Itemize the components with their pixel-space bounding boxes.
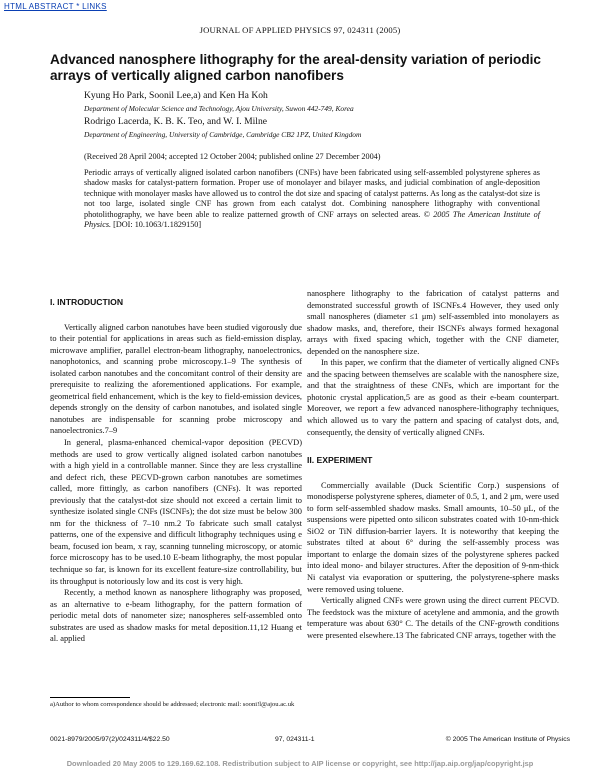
affiliation-1: Department of Molecular Science and Technology, Ajou University, Suwon 442-749, Korea — [84, 104, 354, 113]
section-2-heading: II. EXPERIMENT — [307, 455, 373, 466]
footer-copyright: © 2005 The American Institute of Physics — [445, 736, 570, 743]
right-paragraph-1: nanosphere lithography to the fabrication of catalyst patterns and demonstrated successful growth of ISCNFs.4 However, they used only small nanospheres (diameter ≤1 μm) self-assembled into monolayers as shadow masks, and, therefore, their ISCNFs always formed hexagonal arrays with fixed spacing which, together with the CNF diameter, depended on the nanosphere size. — [307, 289, 559, 356]
experiment-paragraph-1: Commercially available (Duck Scientific Corp.) suspensions of monodisperse polystyrene spheres, diameter of 0.5, 1, and 2 μm, were used to form self-assembled shadow masks. Small amounts, 10–50 μL, of the suspensions were pipetted onto silicon substrates coated with 10-nm-thick SiO2 or TiN diffusion-barrier layers. It is noteworthy that keeping the substrates tilted at about 6° during the self-assembly process was important to enlarge the domain sizes of the polystyrene spheres packed into ideal mono- and bilayer structures. After the deposition of 9-nm-thick Ni catalyst via evaporation or sputtering, the polystyrene-sphere masks were removed using toluene. — [307, 480, 559, 594]
html-abstract-links[interactable]: HTML ABSTRACT * LINKS — [4, 2, 107, 11]
affiliation-2: Department of Engineering, University of Cambridge, Cambridge CB2 1PZ, United Kingdom — [84, 130, 362, 139]
footer-issn: 0021-8979/2005/97(2)/024311/4/$22.50 — [50, 736, 170, 743]
authors-line-2: Rodrigo Lacerda, K. B. K. Teo, and W. I. Milne — [84, 116, 267, 127]
abstract — [84, 168, 540, 230]
intro-paragraph-1: Vertically aligned carbon nanotubes have been studied vigorously due to their potential for applications in areas such as field-emission display, microwave amplifier, parallel electron-beam lithography, nanoelectronics, nanophotonics, and scanning probe microscopy.1–9 The synthesis of isolated carbon nanotubes and the concomitant control of their density are prerequisite to realizing the aforementioned applications. For example, geometrical field enhancement, which is the key to field-emission devices, depends strongly on the density of carbon nanotubes, and isolated single nanotubes are indispensable for scanning probe microscopy and nanoelectronics.7–9 — [50, 322, 302, 436]
footnote: a)Author to whom correspondence should be addressed; electronic mail: sooni!l@ajou.ac.uk — [50, 701, 295, 708]
experiment-paragraph-2: Vertically aligned CNFs were grown using the direct current PECVD. The feedstock was the mixture of acetylene and ammonia, and the growth temperature was about 630° C. The details of the CNF-growth conditions were presented elsewhere.13 The fabricated CNF arrays, together with the — [307, 596, 559, 640]
doi[interactable]: [DOI: 10.1063/1.1829150] — [113, 220, 202, 230]
footnote-rule — [50, 697, 130, 698]
right-paragraph-2: In this paper, we confirm that the diameter of vertically aligned CNFs and the spacing between themselves are scalable with the nanosphere size, and that the straightness of these CNFs, which are important for the photonic crystal application,5 are as good as their e-beam counterpart. Moreover, we report a few advanced nanosphere-lithography techniques, which allowed us to vary the pattern and spacing of catalyst dots, and, consequently, the density of vertically aligned CNFs. — [307, 358, 559, 437]
footer-page-number: 97, 024311-1 — [275, 736, 315, 743]
section-1-heading: I. INTRODUCTION — [50, 297, 124, 307]
left-column — [50, 297, 302, 645]
journal-header: JOURNAL OF APPLIED PHYSICS 97, 024311 (2005) — [199, 25, 401, 35]
intro-paragraph-3: Recently, a method known as nanosphere lithography was proposed, as an alternative to e-beam lithography, for the pattern formation of periodic metal dots of nanometer size; nanospheres self-assembled onto substrates are used as shadow masks for metal deposition.11,12 Huang et al. applied — [50, 588, 302, 644]
authors-line-1: Kyung Ho Park, Soonil Lee,a) and Ken Ha Koh — [84, 90, 268, 101]
intro-paragraph-2: In general, plasma-enhanced chemical-vapor deposition (PECVD) methods are used to grow vertically aligned isolated carbon nanotubes with a high yield in a controllable manner. Since they are less crystalline and defect rich, these PECVD-grown carbon nanotubes are sometimes called, more fittingly, as carbon nanofibers (CNFs). It was reported previously that the catalyst-dot size should not exceed a certain limit to synthesize isolated single CNFs (ISCNFs); the dot size must be below 300 nm for the thickness of 7–10 nm.2 To fabricate such small catalyst patterns, one of the expensive and difficult lithography techniques using e beam, focused ion beam, x ray, scanning tunneling microscopy, or atomic force microscopy has to be used.10 E-beam lithography, the most popular technique so far, is known for its excellent feature-size controllability, but its throughput is notoriously low and its cost is very high. — [50, 438, 302, 586]
received-dates: (Received 28 April 2004; accepted 12 October 2004; published online 27 December 2004) — [84, 152, 381, 161]
abstract-copyright: © 2005 The American Institute of Physics. — [84, 209, 540, 230]
paper-title: Advanced nanosphere lithography for the areal-density variation of periodic arrays of vertically aligned carbon nanofibers — [50, 52, 541, 83]
abstract-text: Periodic arrays of vertically aligned isolated carbon nanofibers (CNFs) have been fabricated using self-assembled polystyrene spheres as shadow masks for catalyst-pattern formation. Proper use of monolayer and bilayer masks, and judicial combination of angle-deposition technique with monolayer masks have allowed us to control the dot size and spacing of catalyst patterns. As long as the catalyst-dot size is not too large, isolated single CNF has grown from each catalyst dot. Combining nanosphere lithography with conventional photolithography, we have been able to realize patterned growth of CNF arrays on selected areas. — [84, 168, 540, 219]
download-notice: Downloaded 20 May 2005 to 129.169.62.108. Redistribution subject to AIP license or copyright, see http://jap.aip.org/jap/copyright.jsp — [66, 759, 534, 768]
right-column — [307, 288, 559, 641]
